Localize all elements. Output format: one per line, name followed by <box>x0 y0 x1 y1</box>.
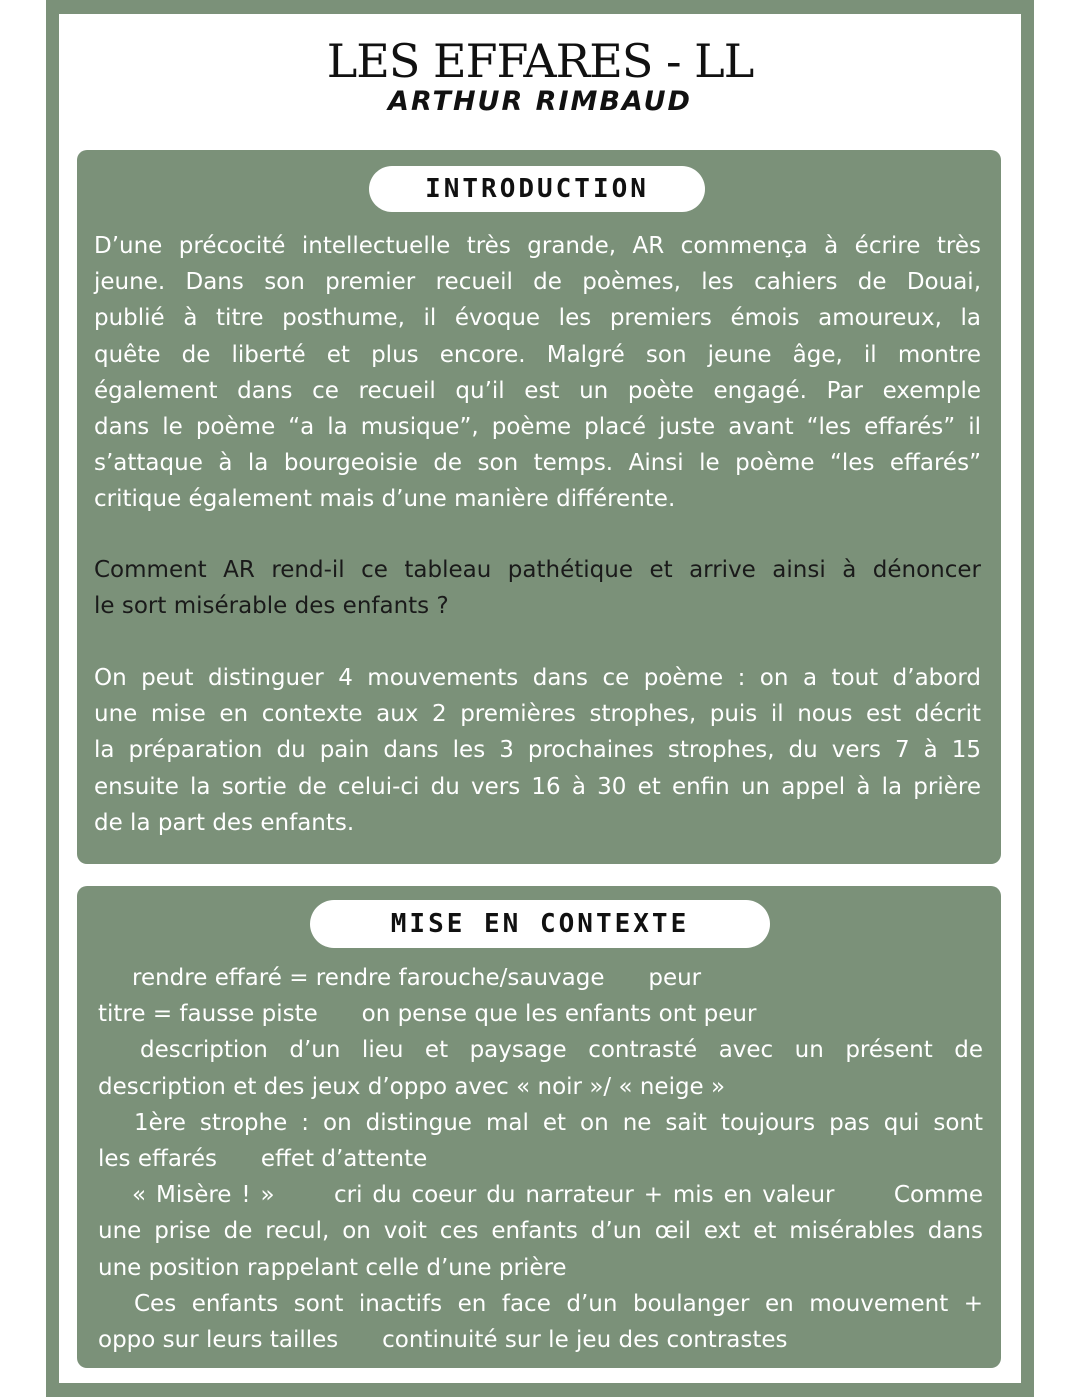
introduction-paragraph-1 <box>94 228 981 518</box>
text-line: critique également mais d’une manière différente. <box>94 486 676 513</box>
introduction-paragraph-2 <box>94 660 981 841</box>
text-line: « Misère ! » cri du coeur du narrateur + mis en valeur Comme <box>132 1182 983 1209</box>
text-line: description d’un lieu et paysage contrasté avec un présent de <box>140 1037 983 1064</box>
text-line: titre = fausse piste on pense que les enfants ont peur <box>98 1001 757 1028</box>
text-line: ensuite la sortie de celui-ci du vers 16 à 30 et enfin un appel à la prière <box>94 773 981 800</box>
context-card <box>77 886 1001 1368</box>
text-line: Ces enfants sont inactifs en face d’un boulanger en mouvement + <box>134 1290 983 1317</box>
text-line: s’attaque à la bourgeoisie de son temps. Ainsi le poème “les effarés” <box>94 450 981 477</box>
text-line: D’une précocité intellectuelle très grande, AR commença à écrire très <box>94 233 981 259</box>
text-line: les effarés effet d’attente <box>98 1146 428 1173</box>
text-line: rendre effaré = rendre farouche/sauvage peur <box>132 965 702 991</box>
text-line: On peut distinguer 4 mouvements dans ce poème : on a tout d’abord <box>94 665 981 691</box>
introduction-question <box>94 552 981 624</box>
text-line: le sort misérable des enfants ? <box>94 593 449 620</box>
text-line: jeune. Dans son premier recueil de poèmes, les cahiers de Douai, <box>94 269 981 296</box>
introduction-card <box>77 150 1001 864</box>
text-line: une position rappelant celle d’une prière <box>98 1254 567 1281</box>
text-line: publié à titre posthume, il évoque les premiers émois amoureux, la <box>94 305 981 332</box>
text-line: dans le poème “a la musique”, poème placé juste avant “les effarés” il <box>94 414 981 441</box>
text-line: Comment AR rend-il ce tableau pathétique et arrive ainsi à dénoncer <box>94 557 981 583</box>
text-line: quête de liberté et plus encore. Malgré son jeune âge, il montre <box>94 341 981 368</box>
text-line: 1ère strophe : on distingue mal et on ne sait toujours pas qui sont <box>134 1109 983 1136</box>
text-line: oppo sur leurs tailles continuité sur le jeu des contrastes <box>98 1327 788 1354</box>
page-subtitle: ARTHUR RIMBAUD <box>388 86 692 117</box>
page-title: LES EFFARES - LL <box>326 34 754 88</box>
text-line: également dans ce recueil qu’il est un poète engagé. Par exemple <box>94 377 981 404</box>
text-line: une prise de recul, on voit ces enfants d’un œil ext et misérables dans <box>98 1218 983 1245</box>
introduction-heading: INTRODUCTION <box>369 166 705 212</box>
text-line: description et des jeux d’oppo avec « noir »/ « neige » <box>98 1073 726 1100</box>
text-line: la préparation du pain dans les 3 prochaines strophes, du vers 7 à 15 <box>94 737 981 764</box>
context-notes <box>98 960 983 1358</box>
context-heading: MISE EN CONTEXTE <box>310 900 770 948</box>
text-line: une mise en contexte aux 2 premières strophes, puis il nous est décrit <box>94 701 981 728</box>
text-line: de la part des enfants. <box>94 809 355 836</box>
